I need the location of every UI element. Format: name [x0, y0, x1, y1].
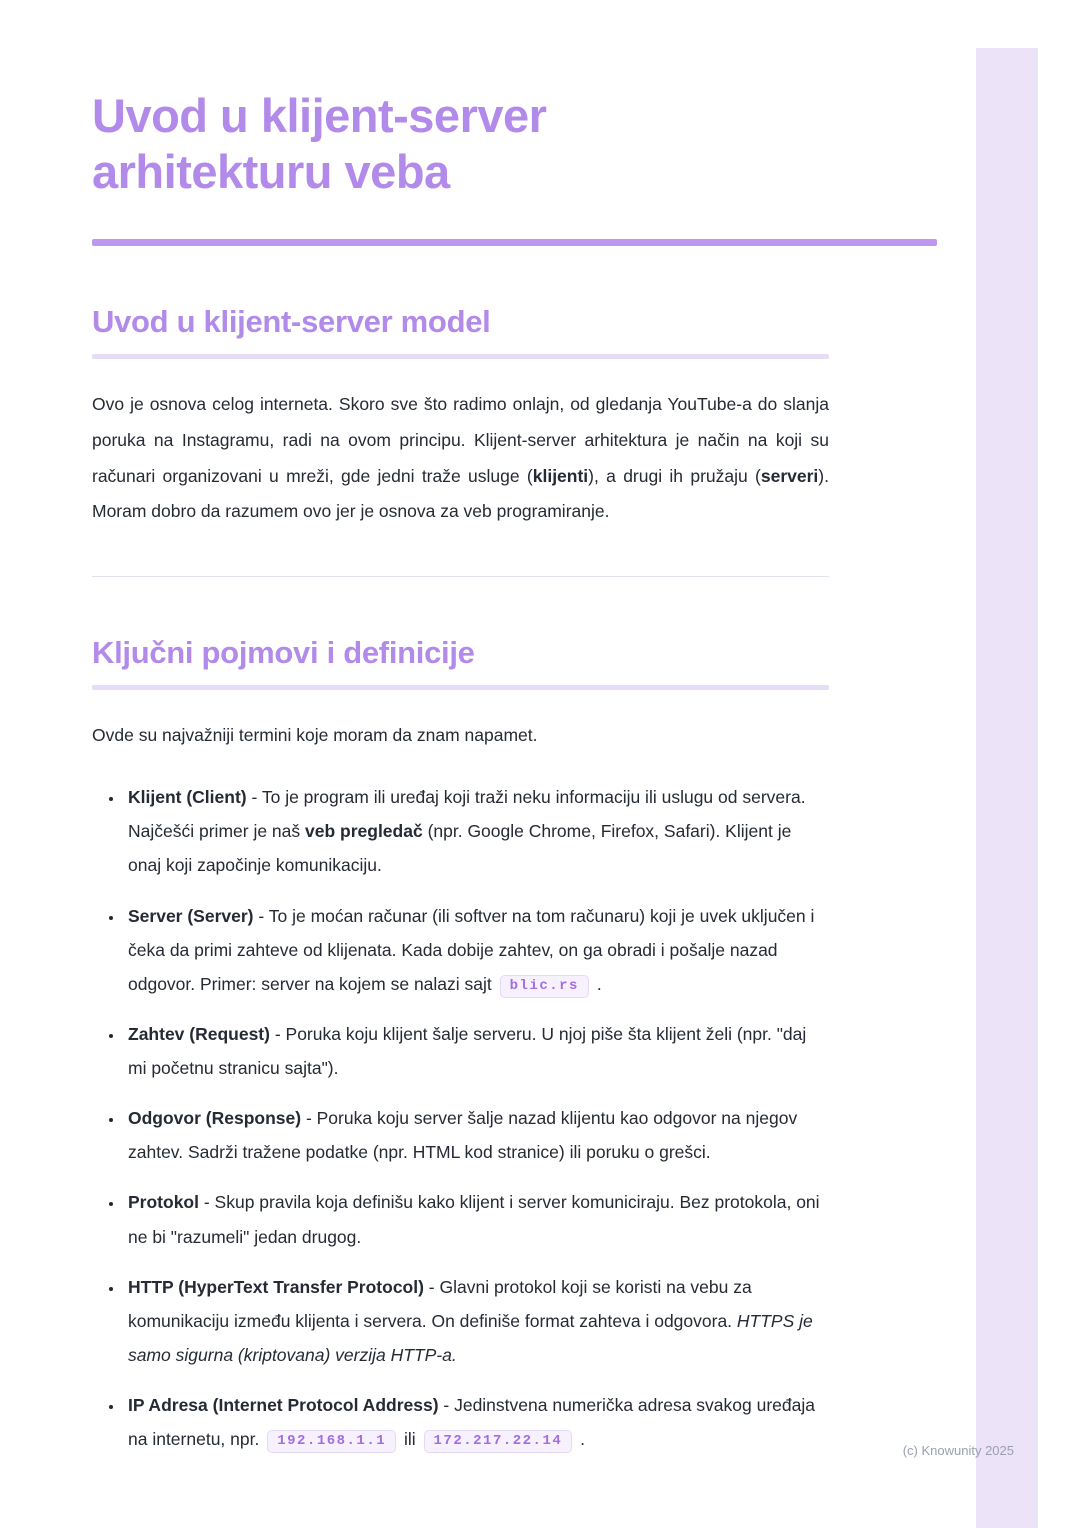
inline-code: 172.217.22.14	[424, 1430, 573, 1453]
side-accent-bar	[976, 48, 1038, 1528]
footer-credit: (c) Knowunity 2025	[902, 1443, 1014, 1458]
model-paragraph: Ovo je osnova celog interneta. Skoro sve što radimo onlajn, od gledanja YouTube-a do slanja poruka na Instagramu, radi na ovom principu. Klijent-server arhitektura je način na koji su računari organizovani u mreži, gde jedni traže usluge (klijenti), a drugi ih pružaju (serveri). Moram dobro da razumem ovo jer je osnova za veb programiranje.	[92, 393, 829, 522]
heading-underline	[92, 354, 829, 359]
inline-code: blic.rs	[500, 975, 589, 998]
section-key-terms	[92, 635, 829, 1456]
definition-item: • Zahtev (Request) - Poruka koju klijent šalje serveru. U njoj piše šta klijent želi (npr. "daj mi početnu stranicu sajta").	[124, 1017, 829, 1085]
title-divider	[92, 239, 937, 246]
heading-underline	[92, 685, 829, 690]
section-divider	[92, 576, 829, 577]
section-heading-model: Uvod u klijent-server model	[92, 303, 491, 339]
definitions-list	[92, 780, 829, 1456]
section-heading-key-terms: Ključni pojmovi i definicije	[92, 635, 475, 671]
section-intro-model	[92, 304, 829, 531]
definition-item: • HTTP (HyperText Transfer Protocol) - Glavni protokol koji se koristi na vebu za komunikaciju između klijenta i servera. On definiše format zahteva i odgovora. HTTPS je samo sigurna (kriptovana) verzija HTTP-a.	[124, 1270, 829, 1372]
definition-item: • Protokol - Skup pravila koja definišu kako klijent i server komuniciraju. Bez protokola, oni ne bi "razumeli" jedan drugog.	[124, 1185, 829, 1253]
definition-item: • IP Adresa (Internet Protocol Address) - Jedinstvena numerička adresa svakog uređaja na internetu, npr. 192.168.1.1 ili 172.217.22.14 .	[124, 1388, 829, 1456]
definition-item: • Klijent (Client) - To je program ili uređaj koji traži neku informaciju ili uslugu od servera. Najčešći primer je naš veb pregledač (npr. Google Chrome, Firefox, Safari). Klijent je onaj koji započinje komunikaciju.	[124, 780, 829, 882]
definition-item: • Odgovor (Response) - Poruka koju server šalje nazad klijentu kao odgovor na njegov zahtev. Sadrži tražene podatke (npr. HTML kod stranice) ili poruku o grešci.	[124, 1101, 829, 1169]
key-terms-intro: Ovde su najvažniji termini koje moram da znam napamet.	[92, 725, 538, 746]
page-content	[92, 88, 829, 1472]
definition-item: • Server (Server) - To je moćan računar (ili softver na tom računaru) koji je uvek uključen i čeka da primi zahteve od klijenata. Kada dobije zahtev, on ga obradi i pošalje nazad odgovor. Primer: server na kojem se nalazi sajt blic.rs .	[124, 899, 829, 1001]
inline-code: 192.168.1.1	[267, 1430, 396, 1453]
page-title: Uvod u klijent-server arhitekturu veba	[92, 89, 547, 199]
